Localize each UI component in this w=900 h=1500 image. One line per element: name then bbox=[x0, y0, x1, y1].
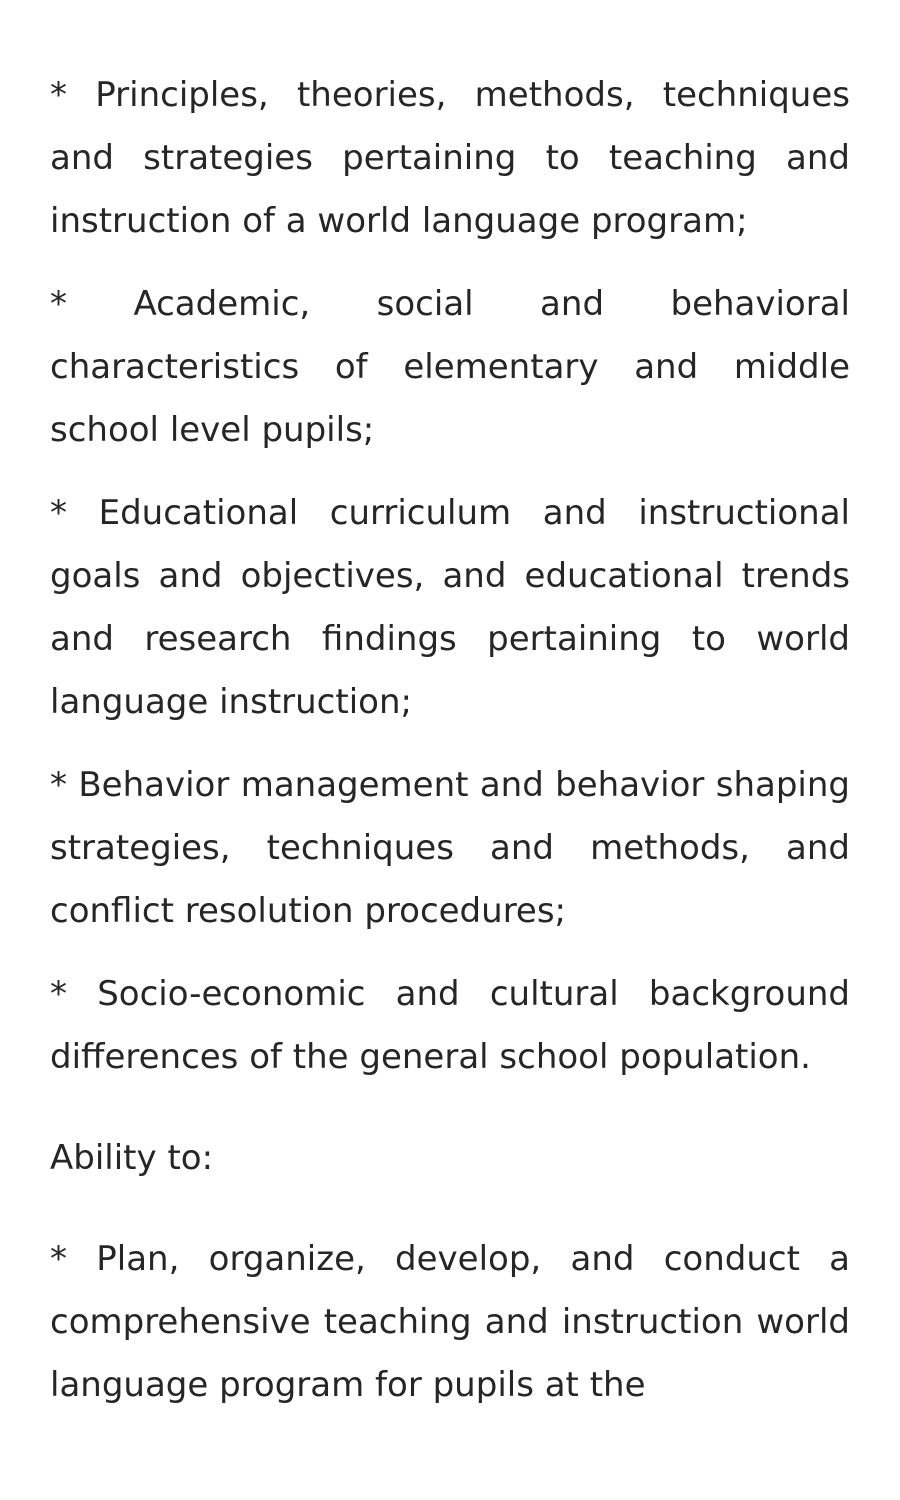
ability-item-1: * Plan, organize, develop, and conduct a comprehensive teaching and instruction world language program for pupils at the bbox=[50, 1239, 850, 1405]
knowledge-item-1: * Principles, theories, methods, techniques and strategies pertaining to teaching and instruction of a world language program; bbox=[50, 75, 850, 241]
knowledge-item-3: * Educational curriculum and instructional goals and objectives, and educational trends and research findings pertaining to world language instruction; bbox=[50, 493, 850, 722]
knowledge-item-5: * Socio-economic and cultural background differences of the general school population. bbox=[50, 974, 850, 1077]
knowledge-item-2: * Academic, social and behavioral characteristics of elementary and middle school level pupils; bbox=[50, 284, 850, 450]
document-body bbox=[50, 64, 850, 1437]
ability-heading: Ability to: bbox=[50, 1138, 214, 1178]
knowledge-item-4: * Behavior management and behavior shaping strategies, techniques and methods, and conflict resolution procedures; bbox=[50, 765, 850, 931]
